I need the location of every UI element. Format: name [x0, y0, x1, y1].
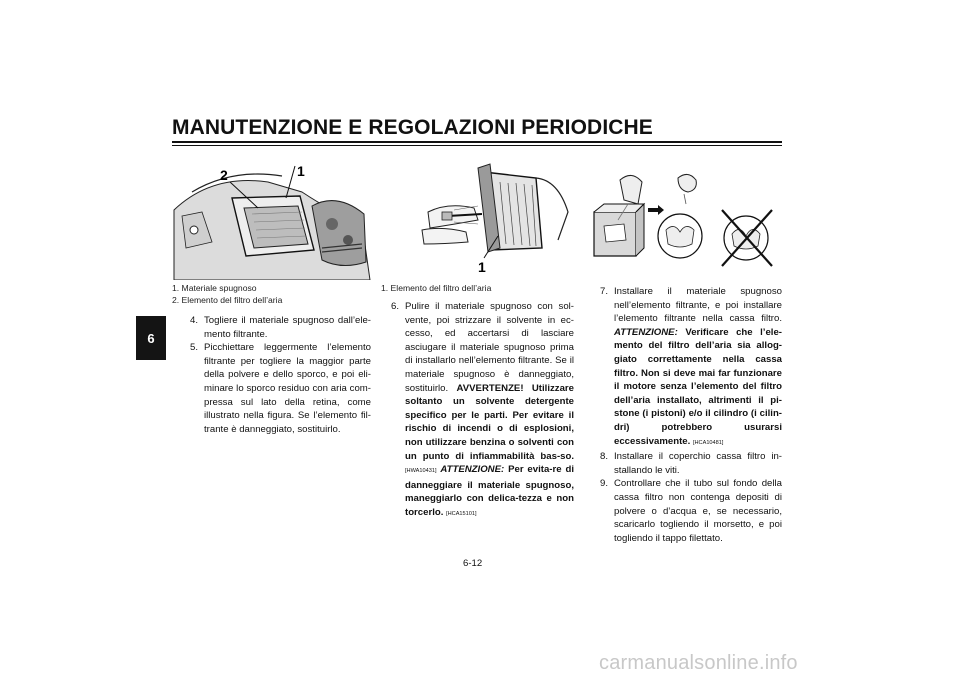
- step-7-caution: Verificare che l’ele-mento del filtro dell’aria sia allog-giato correttamente nella cassa filtro. Non si deve mai far funzionare il motore senza l’elemento del filtro dell’aria installato, altrimenti il pi-stone (i pistoni) e/o il cilindro (i cilin-dri) potrebbero usurarsi eccessivamente.: [614, 326, 782, 447]
- step-9: [592, 477, 782, 545]
- step-9-number: 9.: [599, 478, 608, 490]
- step-4-number: 4.: [189, 315, 198, 326]
- chapter-tab: 6: [136, 316, 166, 360]
- step-7-body: [614, 285, 782, 450]
- figure2-caption-1: 1. Elemento del filtro dell’aria: [381, 283, 492, 293]
- step-8-text: Installare il coperchio cassa filtro in-stallando le viti.: [614, 451, 782, 476]
- figure1-callout-1: 1: [297, 163, 305, 179]
- step-4-text: Togliere il materiale spugnoso dall’ele-mento filtrante.: [204, 315, 371, 340]
- step-7-text: Installare il materiale spugnoso nell’elemento filtrante, e poi installare l’elemento filtrante nella cassa filtro.: [614, 286, 782, 325]
- step-6-number: 6.: [390, 301, 399, 312]
- step-8-number: 8.: [599, 451, 608, 463]
- title-divider-thin: [172, 145, 782, 146]
- step-6-text: Pulire il materiale spugnoso con sol-vente, poi strizzare il solvente in ec-cesso, ed accertarsi di lasciare asciugare il materiale spugnoso prima di installarlo nell’elemento filtrante. Se il materiale spugnoso è danneggiato, sostituirlo.: [405, 301, 574, 394]
- step-7: [592, 285, 782, 450]
- figure2-captions: [381, 282, 581, 294]
- figure1-caption-1: 1. Materiale spugnoso: [172, 283, 257, 293]
- step-6-body: [405, 300, 574, 522]
- step-5: [182, 341, 371, 436]
- figure2-callout-1: 1: [478, 259, 486, 275]
- watermark: carmanualsonline.info: [599, 652, 798, 674]
- filter-cleaning-illustration: [408, 152, 578, 280]
- column-left: [182, 314, 371, 436]
- step-6-caution-label: ATTENZIONE:: [440, 464, 505, 476]
- figure1-callout-2: 2: [220, 167, 228, 183]
- page-number: 6-12: [463, 558, 483, 569]
- page-title: MANUTENZIONE E REGOLAZIONI PERIODICHE: [172, 116, 653, 139]
- figure1-captions: [172, 282, 372, 306]
- column-right: [592, 285, 782, 545]
- step-6-warning: AVVERTENZE! Utilizzare soltanto un solvente detergente specifico per le parti. Per evitare il rischio di incendi o di esplosioni, non utilizzare benzina o solventi con un punto di infiammabilità bas-so.: [405, 382, 574, 462]
- step-8: [592, 450, 782, 477]
- step-7-number: 7.: [599, 286, 608, 297]
- step-4: [182, 314, 371, 341]
- step-6: [383, 300, 574, 522]
- step-6-warning-code: [HWA10431]: [405, 468, 437, 475]
- step-6-caution-code: [HCA15101]: [446, 510, 477, 517]
- sponge-washing-illustration: [588, 160, 778, 270]
- step-7-caution-label: ATTENZIONE:: [614, 326, 678, 338]
- step-5-number: 5.: [189, 342, 198, 354]
- figure1-caption-2: 2. Elemento del filtro dell’aria: [172, 295, 283, 305]
- column-middle: [383, 300, 574, 522]
- air-filter-location-illustration: [172, 152, 372, 280]
- step-6-caution: Per evita-re di danneggiare il materiale spugnoso, maneggiarlo con delica-tezza e non torcerlo.: [405, 464, 574, 518]
- title-divider: [172, 141, 782, 143]
- step-9-text: Controllare che il tubo sul fondo della cassa filtro non contenga depositi di polvere o d’acqua e, se necessario, scaricarlo togliendo il morsetto, e poi togliendo il tappo filettato.: [614, 478, 782, 544]
- step-5-text: Picchiettare leggermente l’elemento filtrante per togliere la maggior parte della polvere e dello sporco, e poi eli-minare lo sporco residuo con aria com-pressa sul lato della retina, come illustrato nella figura. Se l’elemento fil-trante è danneggiato, sostituirlo.: [204, 342, 371, 435]
- step-7-caution-code: [HCA10481]: [692, 439, 724, 446]
